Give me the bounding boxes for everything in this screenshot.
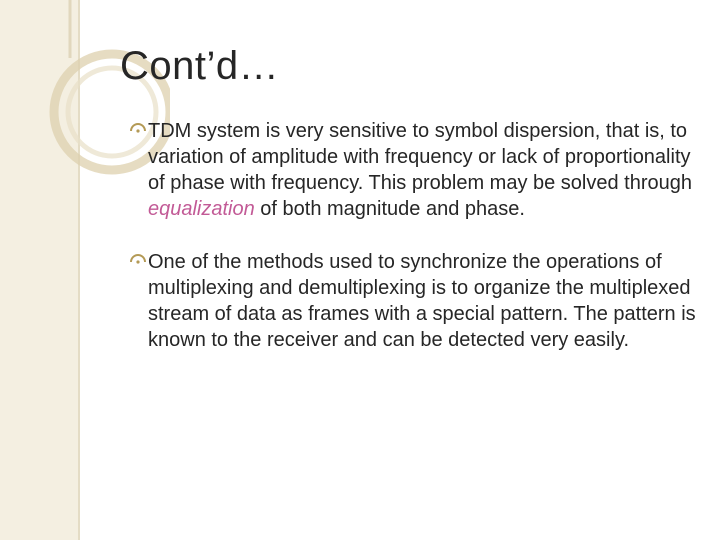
bullet-text: One of the methods used to synchronize the operations of multiplexing and demultiplexing is to organize the multiplexed stream of data as frames with a special pattern. The pattern is known to the receiver and can be detected very easily. bbox=[148, 251, 696, 351]
emphasis-term: equalization bbox=[148, 198, 255, 220]
bullet-item bbox=[128, 249, 703, 353]
half-circle-bullet-icon bbox=[128, 121, 148, 141]
bullet-list bbox=[128, 118, 703, 380]
half-circle-bullet-icon bbox=[128, 252, 148, 272]
slide-title: Cont’d… bbox=[120, 44, 280, 88]
bullet-item bbox=[128, 118, 703, 222]
bullet-text: TDM system is very sensitive to symbol dispersion, that is, to variation of amplitude with frequency or lack of proportionality of phase with frequency. This problem may be solved through bbox=[148, 120, 693, 194]
bullet-text-end: of both magnitude and phase. bbox=[254, 198, 525, 220]
